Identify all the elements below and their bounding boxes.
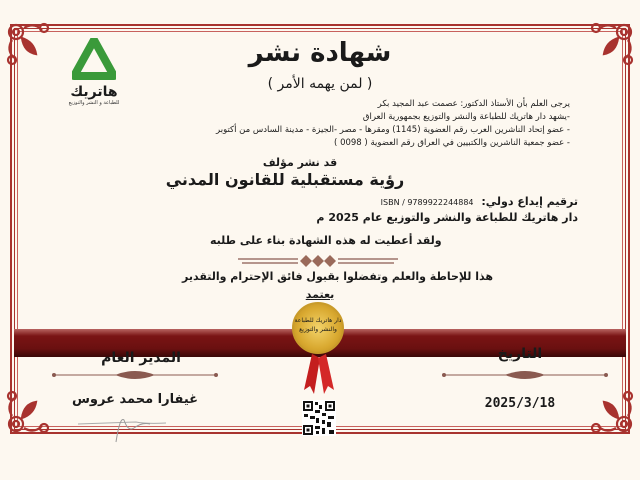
intro-line: - عضو إتحاد الناشرين العرب رقم العضوية (1145) ومقرها - مصر -الجيزة - مدينة السادس من أكتوبر [216,125,570,135]
certificate-subtitle: ( لمن يهمه الأمر ) [267,76,373,92]
publisher-line: دار هاتريك للطباعة والنشر والتوزيع عام 2025 م [316,211,578,224]
intro-line: -يشهد دار هاتريك للطباعة والنشر والتوزيع بجمهورية العراق [362,112,570,122]
isbn-line [381,195,578,208]
date-label: التاريخ [497,346,543,362]
divider-ornament-icon [440,370,610,380]
granted-line: ولقد أعطيت له هذه الشهادة بناء على طلبه [210,234,442,247]
corner-ornament-icon [580,380,636,436]
logo-tagline: للطباعة و النشر والتوزيع [68,100,120,106]
director-name: غيفارا محمد عروس [71,392,199,407]
intro-line: - عضو جمعية الناشرين والكتبيين في العراق رقم العضوية ( 0098 ) [334,138,570,148]
intro-paragraph [150,98,570,150]
isbn-value: 9789922244884 / ISBN [380,198,474,207]
director-label: المدير العام [101,350,181,366]
intro-line: يرجى العلم بأن الأستاذ الدكتور: عصمت عبد المجيد بكر [377,99,570,109]
gold-seal: دار هاتريك للطباعة والنشر والتوزيع [292,302,344,354]
qr-code-icon [302,400,336,436]
ribbon-tails-icon [302,354,336,394]
date-value: 2025/3/18 [484,396,556,411]
signature-icon [76,412,176,446]
isbn-label: ترقيم إيداع دولي: [481,195,578,208]
divider-ornament-icon [238,254,398,268]
book-title: رؤية مستقبلية للقانون المدني [165,170,405,189]
certificate-title: شهادة نشر [248,38,392,68]
logo-name: هاتريك [70,84,118,100]
published-label: قد نشر مؤلف [262,156,338,169]
corner-ornament-icon [4,380,60,436]
approve-label: يعتمد [305,288,335,301]
closing-line: هذا للإحاطة والعلم وتفضلوا بقبول فائق الإحترام والتقدير [182,270,493,283]
divider-ornament-icon [50,370,220,380]
